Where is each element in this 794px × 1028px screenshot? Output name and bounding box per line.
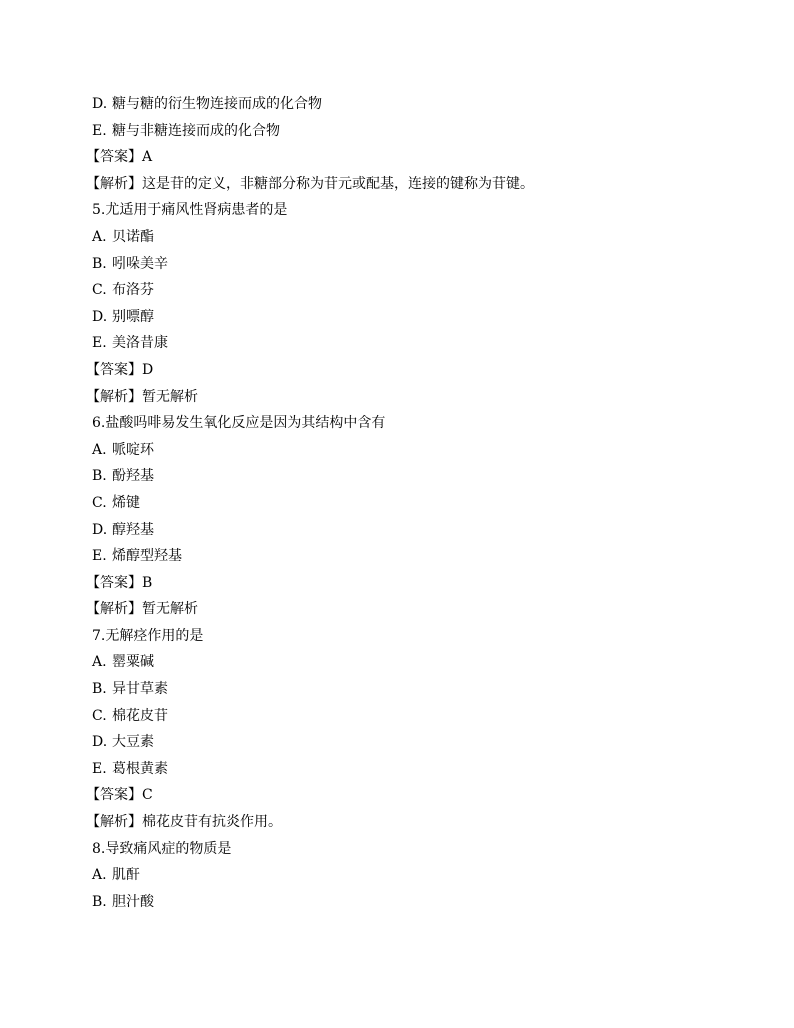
option-text: 贝诺酯 (112, 228, 154, 245)
option-text: 棉花皮苷 (112, 707, 168, 724)
option-text: 烯键 (112, 494, 140, 511)
option-letter: A. (92, 441, 107, 458)
option-letter: B. (92, 255, 107, 272)
option-letter: D. (92, 521, 108, 538)
option-line (92, 224, 732, 251)
question-line: 6.盐酸吗啡易发生氧化反应是因为其结构中含有 (92, 415, 386, 432)
answer-line: 【答案】A (86, 149, 153, 166)
option-line (92, 437, 732, 464)
option-line (92, 304, 732, 331)
option-line (92, 889, 732, 916)
option-line (92, 676, 732, 703)
document-body (86, 91, 732, 915)
option-letter: D. (92, 734, 108, 751)
option-text: 异甘草素 (112, 681, 168, 698)
option-text: 哌啶环 (112, 441, 154, 458)
option-letter: E. (92, 335, 107, 352)
option-text: 糖与非糖连接而成的化合物 (112, 122, 280, 139)
option-letter: C. (92, 707, 107, 724)
option-letter: C. (92, 494, 107, 511)
option-text: 大豆素 (112, 734, 154, 751)
answer-line: 【答案】C (86, 787, 153, 804)
explanation-line: 【解析】暂无解析 (86, 601, 198, 618)
option-text: 吲哚美辛 (112, 255, 168, 272)
option-letter: B. (92, 468, 107, 485)
option-line (92, 330, 732, 357)
option-text: 胆汁酸 (112, 893, 154, 910)
option-text: 罂粟碱 (112, 654, 154, 671)
question-line: 7.无解痉作用的是 (92, 627, 204, 644)
answer-line: 【答案】D (86, 361, 154, 378)
option-letter: A. (92, 228, 107, 245)
option-line (92, 251, 732, 278)
option-letter: D. (92, 308, 108, 325)
option-line (92, 649, 732, 676)
question-line: 8.导致痛风症的物质是 (92, 840, 232, 857)
option-letter: E. (92, 548, 107, 565)
option-text: 醇羟基 (112, 521, 154, 538)
answer-line: 【答案】B (86, 574, 153, 591)
option-line (92, 463, 732, 490)
explanation-line: 【解析】暂无解析 (86, 388, 198, 405)
option-text: 肌酐 (112, 867, 140, 884)
option-letter: A. (92, 867, 107, 884)
option-text: 美洛昔康 (112, 335, 168, 352)
option-line (92, 91, 732, 118)
option-line (92, 703, 732, 730)
option-text: 糖与糖的衍生物连接而成的化合物 (112, 96, 322, 112)
explanation-line: 【解析】棉花皮苷有抗炎作用。 (86, 814, 282, 831)
option-text: 烯醇型羟基 (112, 548, 182, 565)
option-letter: D. (92, 96, 108, 112)
option-letter: A. (92, 654, 107, 671)
option-line (92, 517, 732, 544)
option-text: 葛根黄素 (112, 760, 168, 777)
option-letter: B. (92, 681, 107, 698)
option-line (92, 543, 732, 570)
option-text: 酚羟基 (112, 468, 154, 485)
option-letter: E. (92, 122, 107, 139)
question-line: 5.尤适用于痛风性肾病患者的是 (92, 202, 288, 219)
option-line (92, 862, 732, 889)
explanation-line: 【解析】这是苷的定义，非糖部分称为苷元或配基，连接的键称为苷键。 (86, 175, 534, 192)
option-text: 别嘌醇 (112, 308, 154, 325)
option-letter: E. (92, 760, 107, 777)
option-line (92, 729, 732, 756)
option-text: 布洛芬 (112, 282, 154, 299)
option-line (92, 118, 732, 145)
option-line (92, 490, 732, 517)
option-letter: C. (92, 282, 107, 299)
option-letter: B. (92, 893, 107, 910)
option-line (92, 756, 732, 783)
option-line (92, 277, 732, 304)
